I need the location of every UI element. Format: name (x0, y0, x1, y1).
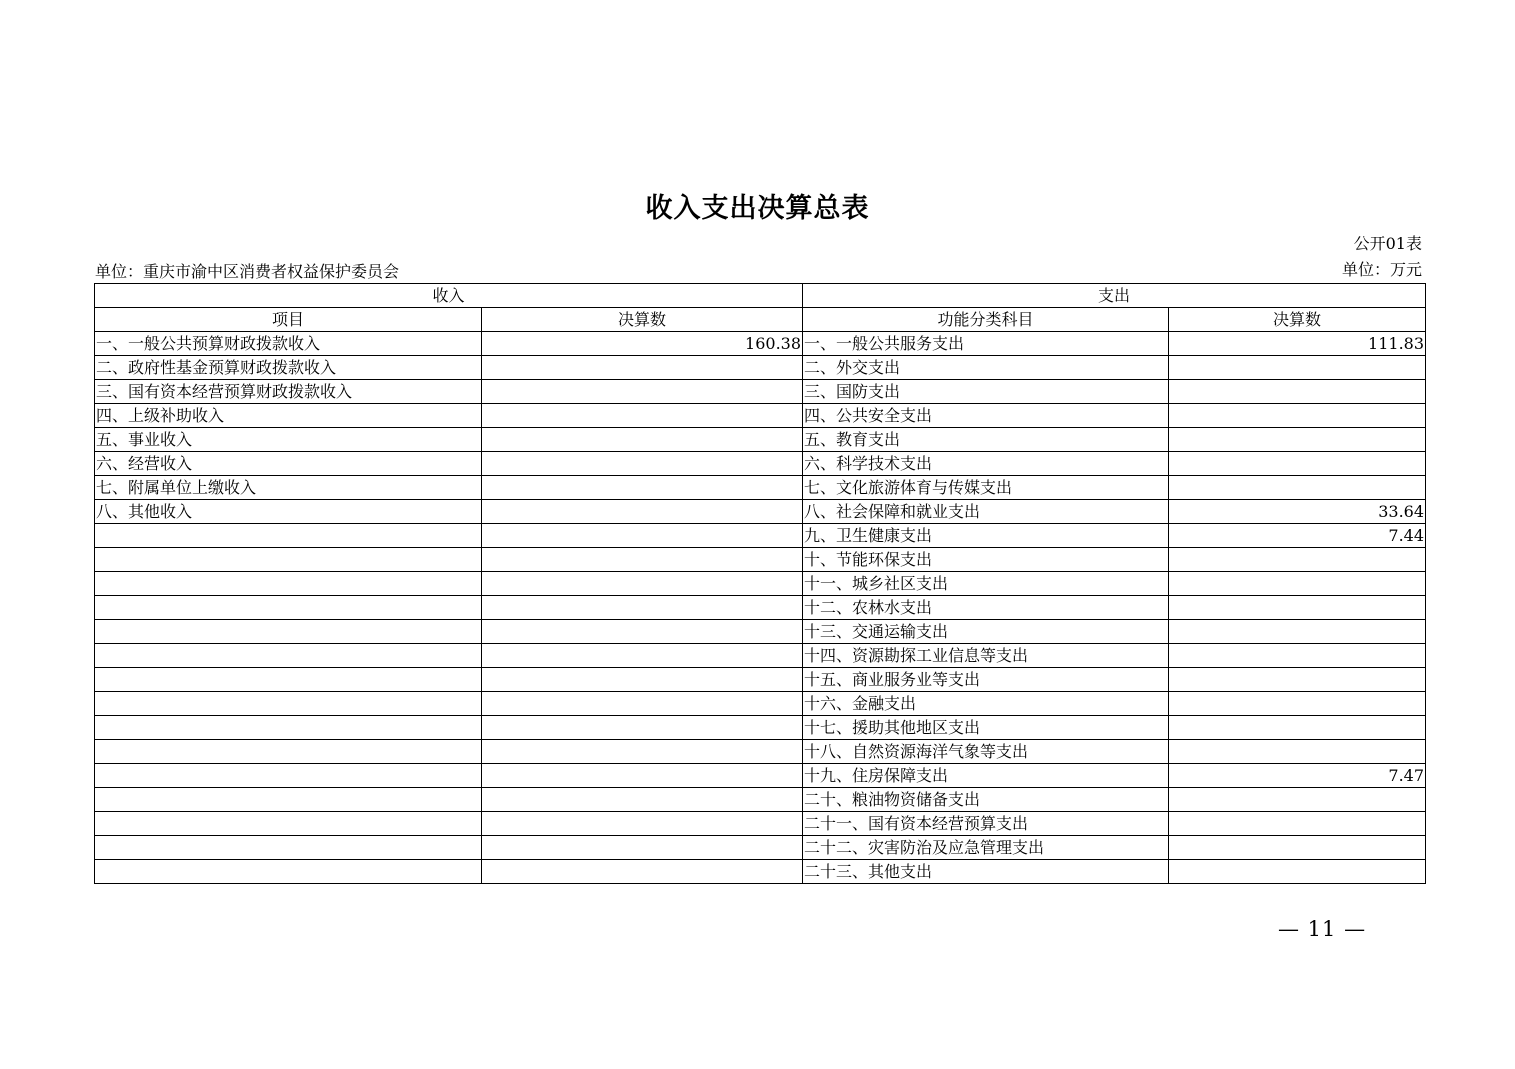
table-row (95, 428, 1426, 452)
header-row-columns (95, 308, 1426, 332)
income-item-cell (95, 596, 482, 620)
income-amount-cell (482, 500, 803, 524)
unit-organization: 单位：重庆市渝中区消费者权益保护委员会 (95, 262, 400, 281)
income-item-cell (95, 788, 482, 812)
table-row (95, 860, 1426, 884)
expense-item-cell: 十、节能环保支出 (803, 548, 1169, 572)
table-row (95, 668, 1426, 692)
income-item-cell: 三、国有资本经营预算财政拨款收入 (95, 380, 482, 404)
expense-amount-cell (1169, 812, 1426, 836)
income-amount-cell (482, 620, 803, 644)
income-item-cell (95, 716, 482, 740)
table-code: 公开01表 (1353, 234, 1422, 253)
income-amount-cell (482, 452, 803, 476)
table-row (95, 500, 1426, 524)
expense-item-cell: 十九、住房保障支出 (803, 764, 1169, 788)
expense-item-cell: 十三、交通运输支出 (803, 620, 1169, 644)
expense-amount-cell (1169, 428, 1426, 452)
expense-amount-cell (1169, 596, 1426, 620)
expense-amount-cell (1169, 692, 1426, 716)
expense-amount-cell (1169, 404, 1426, 428)
income-amount-cell (482, 596, 803, 620)
income-amount-cell (482, 380, 803, 404)
expense-item-cell: 十六、金融支出 (803, 692, 1169, 716)
page-number: — 11 — (1278, 917, 1367, 941)
table-row (95, 716, 1426, 740)
expense-item-cell: 六、科学技术支出 (803, 452, 1169, 476)
income-item-cell: 七、附属单位上缴收入 (95, 476, 482, 500)
expense-item-cell: 十五、商业服务业等支出 (803, 668, 1169, 692)
expense-item-cell: 二十二、灾害防治及应急管理支出 (803, 836, 1169, 860)
income-item-cell (95, 836, 482, 860)
table-row (95, 404, 1426, 428)
expense-amount-cell (1169, 788, 1426, 812)
income-amount-cell (482, 548, 803, 572)
income-amount-cell (482, 860, 803, 884)
income-amount-cell (482, 812, 803, 836)
expense-amount-cell (1169, 644, 1426, 668)
income-amount-cell (482, 836, 803, 860)
income-amount-cell (482, 644, 803, 668)
expense-item-cell: 二、外交支出 (803, 356, 1169, 380)
expense-amount-cell (1169, 572, 1426, 596)
table-row (95, 788, 1426, 812)
income-item-cell (95, 668, 482, 692)
income-item-cell: 四、上级补助收入 (95, 404, 482, 428)
income-amount-cell (482, 404, 803, 428)
expense-item-cell: 五、教育支出 (803, 428, 1169, 452)
table-row (95, 332, 1426, 356)
table-row (95, 644, 1426, 668)
table-row (95, 740, 1426, 764)
income-amount-cell (482, 788, 803, 812)
expense-item-cell: 九、卫生健康支出 (803, 524, 1169, 548)
income-item-cell (95, 764, 482, 788)
income-item-cell: 二、政府性基金预算财政拨款收入 (95, 356, 482, 380)
table-row (95, 356, 1426, 380)
income-item-cell: 八、其他收入 (95, 500, 482, 524)
expense-item-cell: 四、公共安全支出 (803, 404, 1169, 428)
expense-amount-cell (1169, 716, 1426, 740)
budget-summary-table (94, 283, 1426, 884)
income-amount-cell (482, 668, 803, 692)
expense-item-cell: 二十三、其他支出 (803, 860, 1169, 884)
table-row (95, 812, 1426, 836)
expense-amount-cell (1169, 620, 1426, 644)
expense-item-cell: 十八、自然资源海洋气象等支出 (803, 740, 1169, 764)
expense-amount-cell: 33.64 (1169, 500, 1426, 524)
expense-amount-cell (1169, 380, 1426, 404)
expense-amount-cell: 111.83 (1169, 332, 1426, 356)
income-item-cell: 六、经营收入 (95, 452, 482, 476)
expense-item-cell: 七、文化旅游体育与传媒支出 (803, 476, 1169, 500)
expense-amount-cell (1169, 548, 1426, 572)
expense-amount-cell (1169, 452, 1426, 476)
table-row (95, 524, 1426, 548)
table-row (95, 380, 1426, 404)
expense-amount-cell (1169, 668, 1426, 692)
income-amount-cell (482, 356, 803, 380)
expense-item-cell: 二十一、国有资本经营预算支出 (803, 812, 1169, 836)
expense-item-cell: 十七、援助其他地区支出 (803, 716, 1169, 740)
income-amount-cell: 160.38 (482, 332, 803, 356)
expense-item-cell: 三、国防支出 (803, 380, 1169, 404)
expense-item-cell: 一、一般公共服务支出 (803, 332, 1169, 356)
header-expense: 支出 (803, 284, 1426, 308)
expense-amount-cell: 7.44 (1169, 524, 1426, 548)
table-row (95, 476, 1426, 500)
income-item-cell (95, 812, 482, 836)
header-expense-amount: 决算数 (1169, 308, 1426, 332)
table-row (95, 692, 1426, 716)
expense-amount-cell (1169, 476, 1426, 500)
income-amount-cell (482, 716, 803, 740)
income-amount-cell (482, 476, 803, 500)
header-income: 收入 (95, 284, 803, 308)
header-income-item: 项目 (95, 308, 482, 332)
table-row (95, 836, 1426, 860)
table-row (95, 548, 1426, 572)
income-item-cell: 一、一般公共预算财政拨款收入 (95, 332, 482, 356)
income-amount-cell (482, 692, 803, 716)
income-amount-cell (482, 428, 803, 452)
income-item-cell (95, 572, 482, 596)
income-amount-cell (482, 740, 803, 764)
expense-item-cell: 十一、城乡社区支出 (803, 572, 1169, 596)
expense-amount-cell: 7.47 (1169, 764, 1426, 788)
income-item-cell (95, 740, 482, 764)
header-expense-item: 功能分类科目 (803, 308, 1169, 332)
income-amount-cell (482, 524, 803, 548)
income-item-cell (95, 692, 482, 716)
expense-amount-cell (1169, 356, 1426, 380)
income-item-cell (95, 620, 482, 644)
expense-amount-cell (1169, 860, 1426, 884)
table-row (95, 620, 1426, 644)
table-row (95, 764, 1426, 788)
income-item-cell (95, 644, 482, 668)
expense-item-cell: 二十、粮油物资储备支出 (803, 788, 1169, 812)
header-income-amount: 决算数 (482, 308, 803, 332)
table-row (95, 452, 1426, 476)
table-row (95, 572, 1426, 596)
header-row-group (95, 284, 1426, 308)
expense-item-cell: 十二、农林水支出 (803, 596, 1169, 620)
expense-amount-cell (1169, 740, 1426, 764)
income-amount-cell (482, 764, 803, 788)
expense-amount-cell (1169, 836, 1426, 860)
income-item-cell (95, 524, 482, 548)
expense-item-cell: 八、社会保障和就业支出 (803, 500, 1169, 524)
income-item-cell (95, 548, 482, 572)
page-title: 收入支出决算总表 (645, 193, 870, 224)
unit-currency: 单位：万元 (1341, 260, 1422, 279)
income-item-cell (95, 860, 482, 884)
table-row (95, 596, 1426, 620)
expense-item-cell: 十四、资源勘探工业信息等支出 (803, 644, 1169, 668)
income-amount-cell (482, 572, 803, 596)
income-item-cell: 五、事业收入 (95, 428, 482, 452)
